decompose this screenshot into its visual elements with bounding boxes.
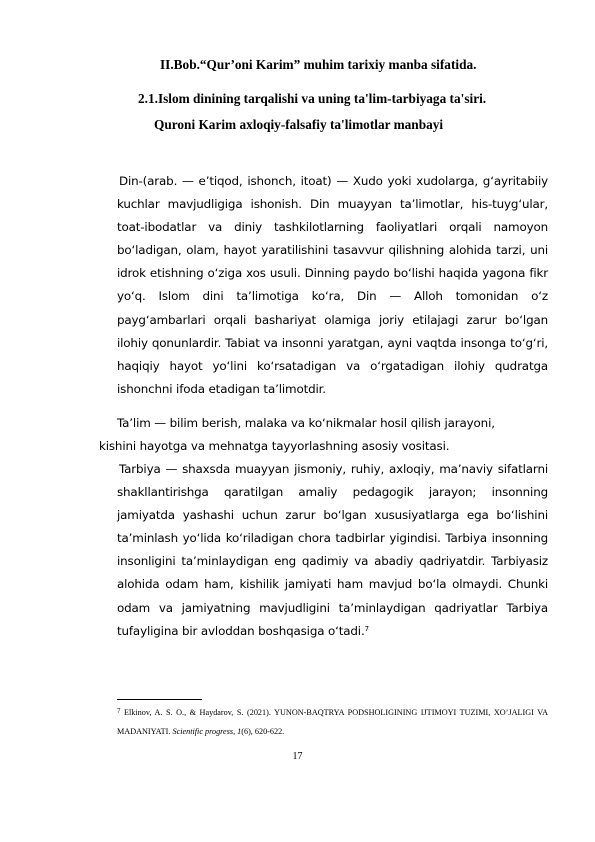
paragraph-tarbiya [117,458,548,643]
paragraph-talim [99,412,567,458]
footnote-journal: Scientific progress [172,726,234,736]
paragraph-talim-line1: Ta’lim — bilim berish, malaka va ko‘nikmalar hosil qilish jarayoni, [117,416,495,430]
footnote-divider [117,699,202,700]
chapter-heading: II.Bob.“Qur’oni Karim” muhim tarixiy manba sifatida. [160,57,477,72]
paragraph-tarbiya-text: Tarbiya — shaxsda muayyan jismoniy, ruhiy, axloqiy, ma’naviy sifatlarni shakllantirishga qaratilgan amaliy pedagogik jarayon; insonning jamiyatda yashashi uchun zarur bo‘lgan xususiyatlarga ega bo‘lishini ta’minlash yo‘lida ko‘riladigan chora tadbirlar yigindisi. Tarbiya insonning insonligini ta’minlaydigan eng qadimiy va abadiy qadriyatdir. Tarbiyasiz alohida odam ham, kishilik jamiyati ham mavjud bo‘la olmaydi. Chunki odam va jamiyatning mavjudligini ta’minlaydigan qadriyatlar Tarbiya tufayligina bir avloddan boshqasiga o‘tadi. [117,462,548,638]
footnote-volume: 1 [237,726,242,736]
paragraph-din-text: Din-(arab. — e’tiqod, ishonch, itoat) — Xudo yoki xudolarga, g‘ayritabiiy kuchlar mavjudligiga ishonish. Din muayyan ta’limotlar, his-tuyg‘ular, toat-ibodatlar va diniy tashkilotlarning faoliyatlari orqali namoyon bo‘ladigan, olam, hayot yaratilishini tasavvur qilishning alohida tarzi, uni idrok etishning o‘ziga xos usuli. Dinning paydo bo‘lishi haqida yagona fikr yo‘q. Islom dini ta’limotiga ko‘ra, Din — Alloh tomonidan o‘z payg‘ambarlari orqali bashariyat olamiga joriy etilajagi zarur bo‘lgan ilohiy qonunlardir. Tabiat va insonni yaratgan, ayni vaqtda insonga to‘g‘ri, haqiqiy hayot yo‘lini ko‘rsatadigan va o‘rgatadigan ilohiy qudratga ishonchni ifoda etadigan ta’limotdir. [117,174,548,396]
page-number: 17 [292,751,303,762]
subsection-heading: Quroni Karim axloqiy-falsafiy ta'limotlar manbayi [154,117,444,132]
paragraph-din [117,170,548,401]
section-heading: 2.1.Islom dinining tarqalishi va uning ta'lim-tarbiyaga ta'siri. [138,91,487,106]
paragraph-talim-line2: kishini hayotga va mehnatga tayyorlashning asosiy vositasi. [99,439,450,453]
footnote-marker: 7 [117,707,121,715]
footnote: 7 Elkinov, A. S. O., & Haydarov, S. (2021). YUNON-BAQTRYA PODSHOLIGINING IJTIMOYI TUZIMI, XO’JALIGI VA MADANIYATI. Scientific progress, 1(6), 620-622. [117,707,548,736]
footnote-text: Elkinov, A. S. O., & Haydarov, S. (2021). YUNON-BAQTRYA PODSHOLIGINING IJTIMOYI TUZIMI, XO’JALIGI VA MADANIYATI. [117,708,548,736]
footnote-pages: (6), 620-622. [241,726,285,736]
footnote-reference[interactable]: 7 [364,624,369,633]
paragraph-tarbiya-body [117,458,548,643]
